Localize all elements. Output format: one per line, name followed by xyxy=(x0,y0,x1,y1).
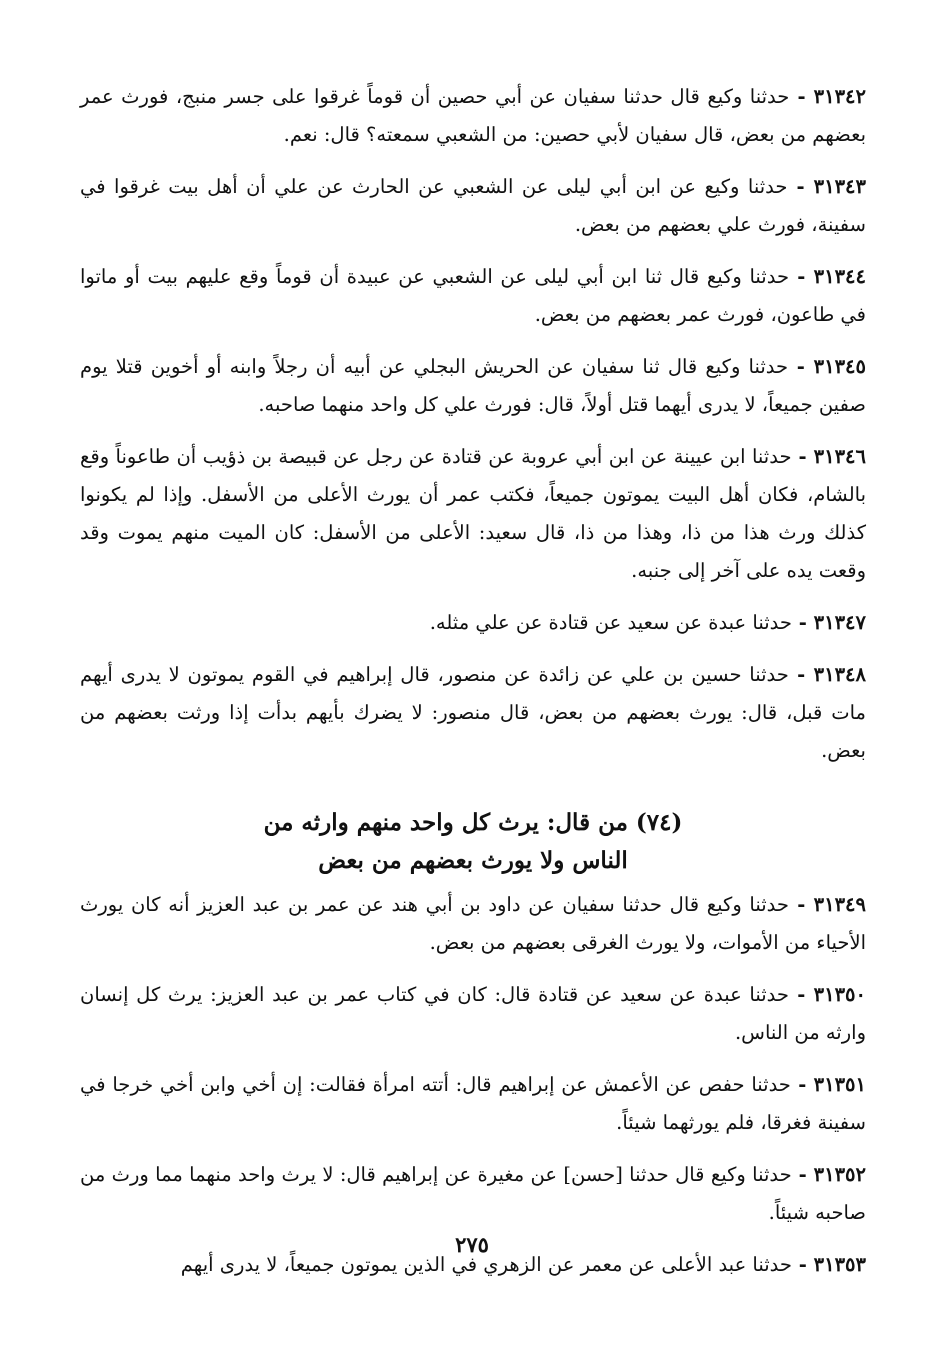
hadith-number: ٣١٣٥٠ - xyxy=(788,983,866,1006)
hadith-text: حدثنا وكيع قال ثنا سفيان عن الحريش البجلي عن أبيه أن رجلاً وابنه أو أخوين قتلا يوم صفين جميعاً، لا يدرى أيهما قتل أولاً، قال: فورث علي كل واحد منهما صاحبه. xyxy=(80,355,866,416)
hadith-text: حدثنا وكيع قال حدثنا سفيان عن داود بن أبي هند عن عمر بن عبد العزيز أنه كان يورث الأحياء من الأموات، ولا يورث الغرقى بعضهم من بعض. xyxy=(80,893,866,954)
hadith-text: حدثنا عبد الأعلى عن معمر عن الزهري في الذين يموتون جميعاً، لا يدرى أيهم xyxy=(180,1253,792,1276)
hadith-entry xyxy=(80,258,866,334)
hadith-number: ٣١٣٥٣ - xyxy=(791,1253,866,1276)
hadith-text: حدثنا وكيع قال حدثنا سفيان عن أبي حصين أن قوماً غرقوا على جسر منبج، فورث عمر بعضهم من بعض، قال سفيان لأبي حصين: من الشعبي سمعته؟ قال: نعم. xyxy=(80,85,866,146)
hadith-text: حدثنا ابن عيينة عن ابن أبي عروبة عن قتادة عن رجل عن قبيصة بن ذؤيب أن طاعوناً وقع بالشام، فكان أهل البيت يموتون جميعاً، فكتب عمر أن يورث الأعلى من الأسفل. وإذا لم يكونوا كذلك ورث هذا من ذا، وهذا من ذا، قال سعيد: الأعلى من الأسفل: كان الميت منهم يموت وقد وقعت يده على آخر إلى جنبه. xyxy=(80,445,866,582)
chapter-heading-line-2: الناس ولا يورث بعضهم من بعض xyxy=(318,847,628,874)
hadith-text: حدثنا وكيع قال حدثنا [حسن] عن مغيرة عن إبراهيم قال: لا يرث واحد منهما مما ورث من صاحبه شيئاً. xyxy=(80,1163,866,1224)
hadith-entry xyxy=(80,348,866,424)
hadith-number: ٣١٣٤٩ - xyxy=(788,893,866,916)
hadith-entry xyxy=(80,168,866,244)
hadith-number: ٣١٣٥٢ - xyxy=(791,1163,867,1186)
hadith-text: حدثنا وكيع عن ابن أبي ليلى عن الشعبي عن الحارث عن علي أن أهل بيت غرقوا في سفينة، فورث علي بعضهم من بعض. xyxy=(80,175,866,236)
entries-bottom xyxy=(80,886,866,1284)
hadith-number: ٣١٣٤٧ - xyxy=(791,611,866,634)
hadith-number: ٣١٣٤٢ - xyxy=(789,85,867,108)
hadith-text: حدثنا وكيع قال ثنا ابن أبي ليلى عن الشعبي عن عبيدة أن قوماً وقع عليهم بيت أو ماتوا في طاعون، فورث عمر بعضهم من بعض. xyxy=(80,265,866,326)
hadith-entry xyxy=(80,656,866,770)
hadith-number: ٣١٣٤٦ - xyxy=(791,445,867,468)
hadith-entry xyxy=(80,886,866,962)
hadith-number: ٣١٣٤٣ - xyxy=(787,175,866,198)
hadith-entry xyxy=(80,1066,866,1142)
hadith-text: حدثنا حسين بن علي عن زائدة عن منصور، قال إبراهيم في القوم يموتون لا يدرى أيهم مات قبل، قال: يورث بعضهم من بعض، قال منصور: لا يضرك بأيهم بدأت إذا ورثت بعضهم من بعض. xyxy=(80,663,866,762)
hadith-number: ٣١٣٤٤ - xyxy=(789,265,866,288)
hadith-text: حدثنا حفص عن الأعمش عن إبراهيم قال: أتته امرأة فقالت: إن أخي وابن أخي خرجا في سفينة فغرقا، فلم يورثهما شيئاً. xyxy=(80,1073,866,1134)
hadith-number: ٣١٣٤٥ - xyxy=(788,355,867,378)
hadith-text: حدثنا عبدة عن سعيد عن قتادة قال: كان في كتاب عمر بن عبد العزيز: يرث كل إنسان وارثه من الناس. xyxy=(80,983,866,1044)
hadith-text: حدثنا عبدة عن سعيد عن قتادة عن علي مثله. xyxy=(429,611,792,634)
hadith-number: ٣١٣٤٨ - xyxy=(788,663,866,686)
chapter-heading-line-1: (٧٤) من قال: يرث كل واحد منهم وارثه من xyxy=(263,809,683,836)
hadith-entry xyxy=(80,604,866,642)
hadith-entry xyxy=(80,976,866,1052)
hadith-number: ٣١٣٥١ - xyxy=(790,1073,866,1096)
entries-top xyxy=(80,78,866,770)
page-number: ٢٧٥ xyxy=(455,1232,489,1257)
hadith-entry xyxy=(80,438,866,590)
hadith-entry xyxy=(80,78,866,154)
chapter-heading xyxy=(80,804,866,880)
hadith-entry xyxy=(80,1156,866,1232)
